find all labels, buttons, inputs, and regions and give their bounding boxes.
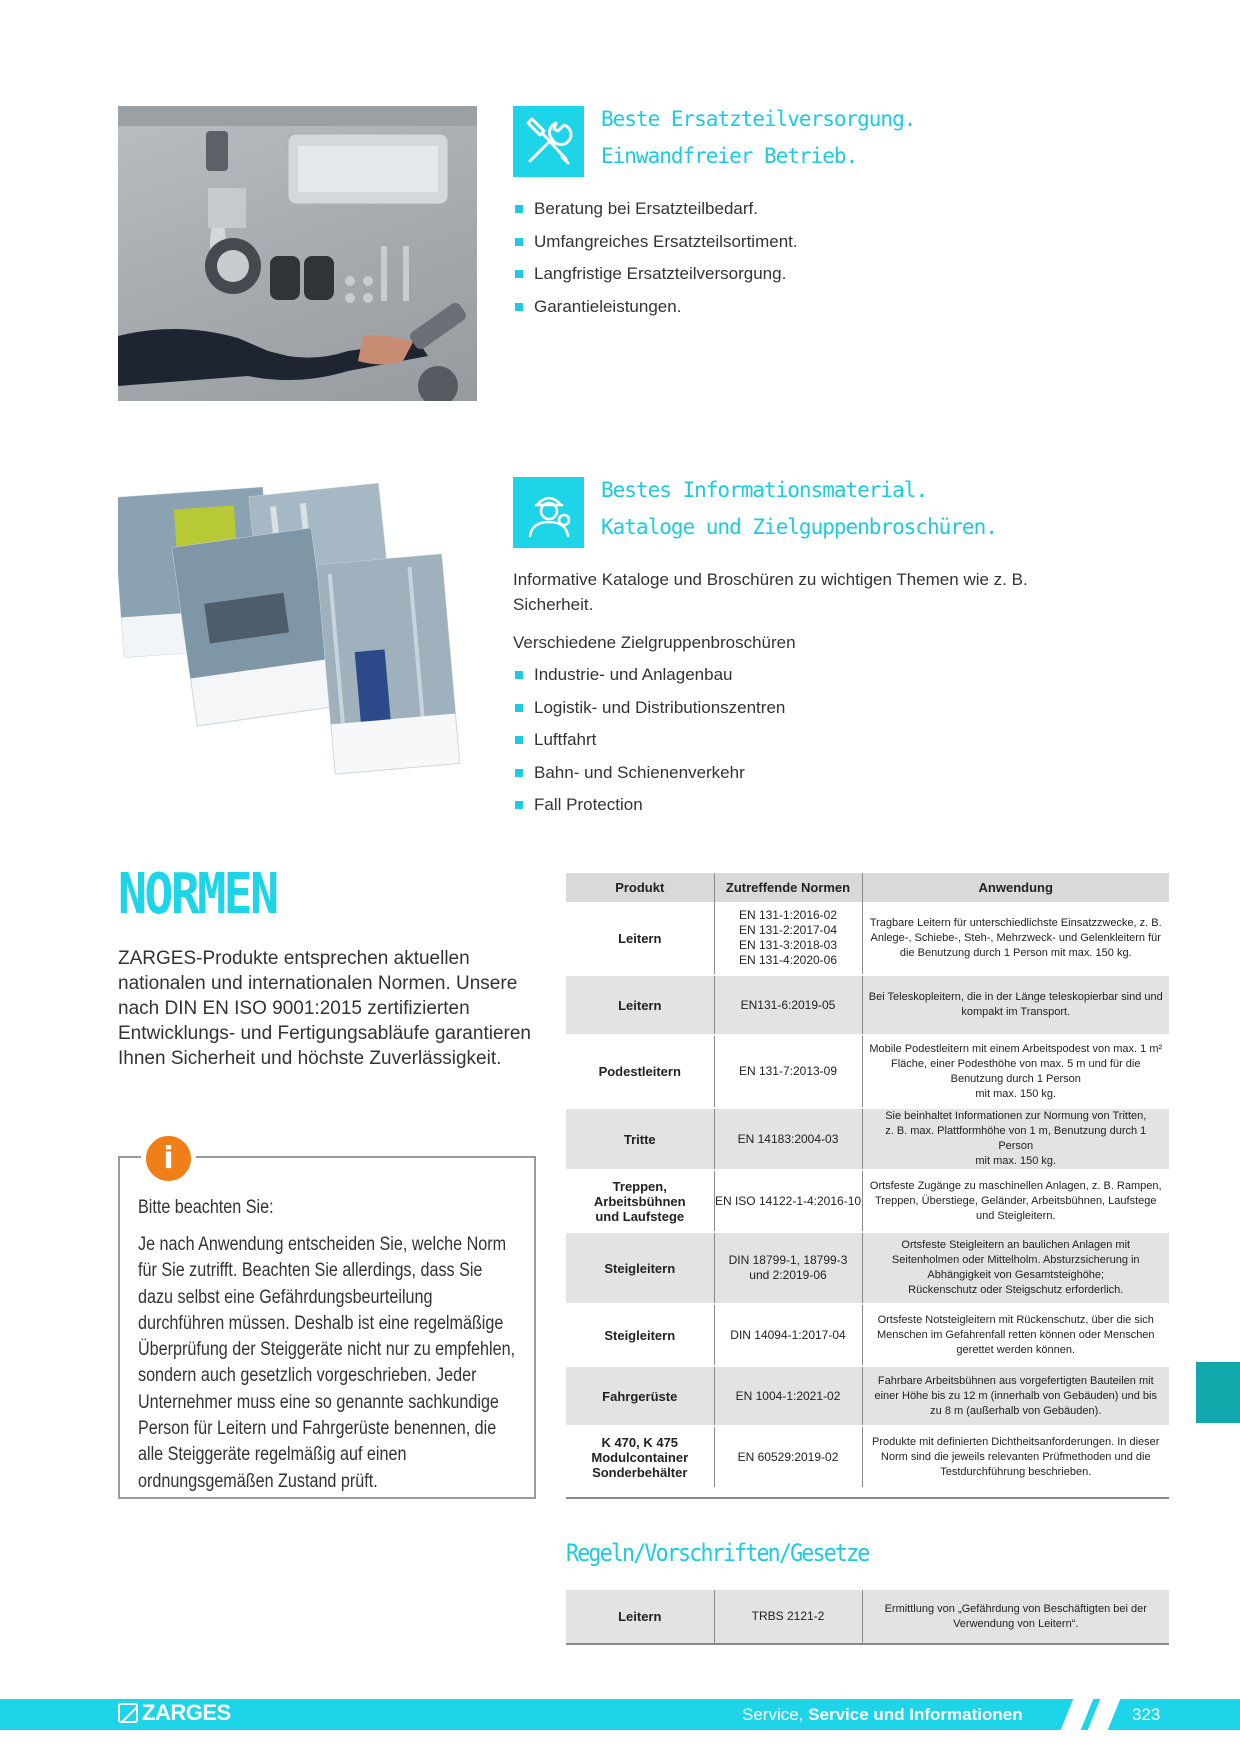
footer-section-light: Service, — [742, 1705, 804, 1724]
table-cell-produkt: Tritte — [566, 1108, 714, 1170]
table-row — [566, 1590, 1169, 1643]
bullet-square-icon — [515, 303, 523, 311]
list-item — [512, 724, 785, 757]
table-row — [566, 902, 1169, 975]
table-header-normen: Zutreffende Normen — [714, 873, 862, 902]
table-row — [566, 975, 1169, 1035]
table-cell-produkt: Leitern — [566, 975, 714, 1035]
table-cell-normen: TRBS 2121-2 — [714, 1590, 862, 1643]
table-cell-produkt: Leitern — [566, 902, 714, 975]
list-item-text: Fall Protection — [534, 795, 643, 814]
table-cell-normen: EN131-6:2019-05 — [714, 975, 862, 1035]
list-item — [512, 258, 798, 291]
footer-section-bold: Service und Informationen — [808, 1705, 1023, 1724]
regeln-heading: Regeln/Vorschriften/Gesetze — [566, 1539, 869, 1567]
spare-parts-photo — [118, 106, 477, 401]
table-cell-anwendung: Bei Teleskopleitern, die in der Länge teleskopierbar sind und kompakt im Transport. — [862, 975, 1169, 1035]
spare-parts-illustration — [118, 106, 477, 401]
bullet-square-icon — [515, 769, 523, 777]
bullet-square-icon — [515, 736, 523, 744]
table-bottom-rule — [566, 1497, 1169, 1499]
table-cell-anwendung: Produkte mit definierten Dichtheitsanforderungen. In dieser Norm sind die jeweils relevanten Prüfmethoden und die Testdurchführung beschrieben. — [862, 1426, 1169, 1488]
section1-title — [601, 101, 915, 175]
list-item-text: Langfristige Ersatzteilversorgung. — [534, 264, 787, 283]
bullet-square-icon — [515, 238, 523, 246]
footer-section-label — [742, 1705, 1023, 1725]
section2-bullet-list — [512, 659, 785, 822]
list-item-text: Bahn- und Schienenverkehr — [534, 762, 745, 782]
section1-title-line1: Beste Ersatzteilversorgung. — [601, 107, 916, 131]
table-cell-normen: EN ISO 14122-1-4:2016-10 — [714, 1170, 862, 1232]
section2-title-line1: Bestes Informationsmaterial. — [601, 478, 928, 502]
list-item-text: Garantieleistungen. — [534, 296, 682, 316]
table-cell-anwendung: Mobile Podestleitern mit einem Arbeitspodest von max. 1 m² Fläche, einer Podesthöhe von max. 5 m und für die Benutzung durch 1 Person mit max. 150 kg. — [862, 1035, 1169, 1108]
brochures-illustration — [118, 478, 482, 784]
section1-bullet-list — [512, 193, 798, 323]
list-item — [512, 193, 798, 226]
section2-title-line2: Kataloge und Zielguppenbroschüren. — [601, 515, 997, 539]
bullet-square-icon — [515, 671, 523, 679]
table-cell-produkt: Steigleitern — [566, 1232, 714, 1304]
list-item-text: Beratung bei Ersatzteilbedarf. — [534, 199, 758, 218]
table-cell-produkt: Podestleitern — [566, 1035, 714, 1108]
table-row — [566, 1366, 1169, 1426]
list-item-text: Umfangreiches Ersatzteilsortiment. — [534, 231, 798, 251]
service-person-icon-box — [513, 477, 584, 548]
list-item-text: Logistik- und Distributionszentren — [534, 697, 786, 717]
bullet-square-icon — [515, 704, 523, 712]
list-item-text: Luftfahrt — [534, 730, 597, 749]
service-person-icon — [520, 484, 578, 542]
info-icon: i — [141, 1131, 196, 1186]
table-header-row — [566, 873, 1169, 902]
table-cell-normen: EN 14183:2004-03 — [714, 1108, 862, 1170]
table-header-anwendung: Anwendung — [862, 873, 1169, 902]
regeln-bottom-rule — [566, 1643, 1169, 1645]
table-cell-anwendung: Ortsfeste Steigleitern an baulichen Anlagen mit Seitenholmen oder Mittelholm. Absturzsicherung in Abhängigkeit von Gesamtsteighöhe; Rückenschutz oder Steigschutz erforderlich. — [862, 1232, 1169, 1304]
table-cell-normen: DIN 18799-1, 18799-3 und 2:2019-06 — [714, 1232, 862, 1304]
table-cell-anwendung: Sie beinhaltet Informationen zur Normung von Tritten, z. B. max. Plattformhöhe von 1 m, Benutzung durch 1 Person mit max. 150 kg. — [862, 1108, 1169, 1170]
bullet-square-icon — [515, 205, 523, 213]
list-item — [512, 757, 785, 790]
table-cell-produkt: Fahrgerüste — [566, 1366, 714, 1426]
list-item — [512, 226, 798, 259]
regeln-table — [566, 1590, 1169, 1643]
chapter-tab — [1196, 1362, 1240, 1423]
table-row — [566, 1170, 1169, 1232]
tools-icon-box — [513, 106, 584, 177]
table-cell-normen: EN 131-7:2013-09 — [714, 1035, 862, 1108]
list-item-text: Industrie- und Anlagenbau — [534, 665, 733, 684]
list-item — [512, 659, 785, 692]
zarges-logo-icon — [118, 1703, 138, 1723]
table-row — [566, 1232, 1169, 1304]
bullet-square-icon — [515, 270, 523, 278]
table-row — [566, 1304, 1169, 1366]
list-item — [512, 692, 785, 725]
section2-list-heading: Verschiedene Zielgruppenbroschüren — [513, 633, 796, 652]
bullet-square-icon — [515, 801, 523, 809]
table-cell-normen: EN 131-1:2016-02 EN 131-2:2017-04 EN 131-3:2018-03 EN 131-4:2020-06 — [714, 902, 862, 975]
normen-text: ZARGES-Produkte entsprechen aktuellen nationalen und internationalen Normen. Unsere nach DIN EN ISO 9001:2015 zertifizierten Entwicklungs- und Fertigungsabläufe garantieren Ihnen Sicherheit und höchste Zuverlässigkeit. — [118, 948, 531, 1069]
table-cell-produkt: Treppen, Arbeitsbühnen und Laufstege — [566, 1170, 714, 1232]
normen-table — [566, 873, 1169, 1489]
section2-title — [601, 472, 997, 546]
table-row — [566, 1035, 1169, 1108]
table-cell-normen: DIN 14094-1:2017-04 — [714, 1304, 862, 1366]
info-body: Je nach Anwendung entscheiden Sie, welche Norm für Sie zutrifft. Beachten Sie allerdings, dass Sie dazu selbst eine Gefährdungsbeurteilung durchführen müssen. Deshalb ist eine regelmäßige Überprüfung der Steiggeräte nicht nur zu empfehlen, sondern auch gesetzlich vorgeschrieben. Jeder Unternehmer muss eine so genannte sachkundige Person für Leitern und Fahrgerüste benennen, die alle Steiggeräte regelmäßig auf einen ordnungsgemäßen Zustand prüft. — [138, 1234, 516, 1492]
table-cell-produkt: K 470, K 475 Modulcontainer Sonderbehälter — [566, 1426, 714, 1488]
table-cell-anwendung: Ermittlung von „Gefährdung von Beschäftigten bei der Verwendung von Leitern“. — [862, 1590, 1169, 1643]
brochures-photo — [118, 478, 482, 784]
table-cell-anwendung: Ortsfeste Notsteigleitern mit Rückenschutz, über die sich Menschen im Gefahrenfall retten können oder Menschen gerettet werden können. — [862, 1304, 1169, 1366]
table-cell-anwendung: Ortsfeste Zugänge zu maschinellen Anlagen, z. B. Rampen, Treppen, Überstiege, Geländer, Arbeitsbühnen, Laufstege und Steigleitern. — [862, 1170, 1169, 1232]
table-cell-normen: EN 60529:2019-02 — [714, 1426, 862, 1488]
list-item — [512, 789, 785, 822]
footer-brand: ZARGES — [142, 1700, 231, 1725]
table-cell-anwendung: Tragbare Leitern für unterschiedlichste Einsatzzwecke, z. B. Anlege-, Schiebe-, Steh-, Mehrzweck- und Gelenkleitern für die Benutzung durch 1 Person mit max. 150 kg. — [862, 902, 1169, 975]
table-cell-produkt: Leitern — [566, 1590, 714, 1643]
table-header-produkt: Produkt — [566, 873, 714, 902]
section1-title-line2: Einwandfreier Betrieb. — [601, 144, 858, 168]
table-row — [566, 1426, 1169, 1488]
table-row — [566, 1108, 1169, 1170]
table-cell-anwendung: Fahrbare Arbeitsbühnen aus vorgefertigten Bauteilen mit einer Höhe bis zu 12 m (innerhalb von Gebäuden) und bis zu 8 m (außerhalb von Gebäuden). — [862, 1366, 1169, 1426]
info-heading: Bitte beachten Sie: — [138, 1197, 274, 1218]
section2-intro: Informative Kataloge und Broschüren zu wichtigen Themen wie z. B. Sicherheit. — [513, 570, 1028, 614]
list-item — [512, 291, 798, 324]
normen-heading: NORMEN — [118, 862, 277, 927]
tools-icon — [520, 113, 578, 171]
table-cell-normen: EN 1004-1:2021-02 — [714, 1366, 862, 1426]
table-cell-produkt: Steigleitern — [566, 1304, 714, 1366]
footer-logo — [118, 1700, 231, 1726]
page-number: 323 — [1132, 1705, 1161, 1724]
